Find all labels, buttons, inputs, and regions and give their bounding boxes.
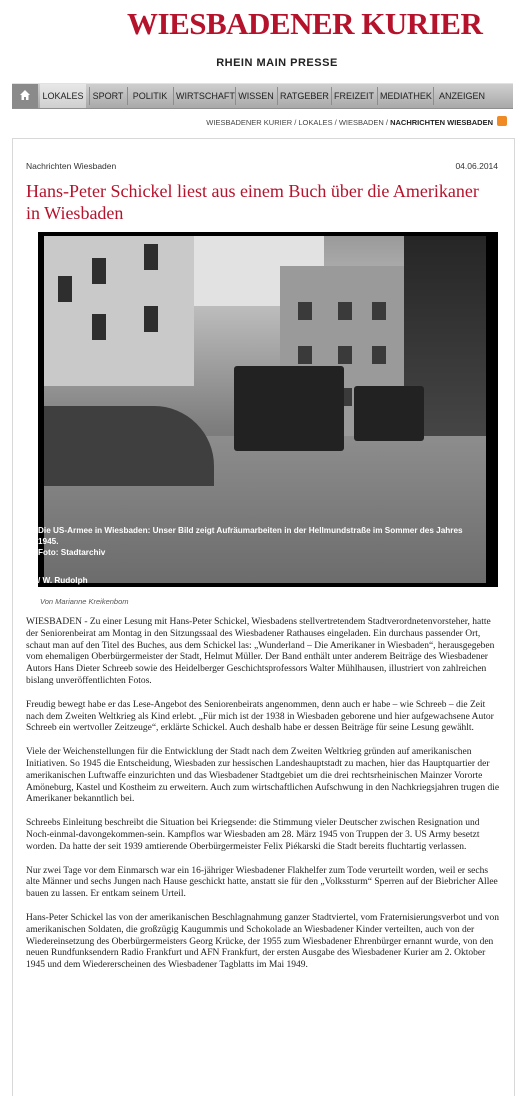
rss-icon[interactable] bbox=[497, 116, 507, 126]
nav-divider bbox=[277, 87, 278, 105]
article-byline: Von Marianne Kreikenbom bbox=[40, 597, 129, 606]
article-headline: Hans-Peter Schickel liest aus einem Buch über die Amerikaner in Wiesbaden bbox=[26, 181, 479, 223]
nav-mediathek[interactable]: MEDIATHEK bbox=[380, 91, 432, 101]
nav-freizeit[interactable]: FREIZEIT bbox=[334, 91, 374, 101]
nav-wissen[interactable]: WISSEN bbox=[238, 91, 274, 101]
nav-divider bbox=[433, 87, 434, 105]
nav-sport[interactable]: SPORT bbox=[92, 91, 124, 101]
breadcrumb-path[interactable]: WIESBADENER KURIER / LOKALES / WIESBADEN / bbox=[206, 118, 391, 127]
nav-anzeigen[interactable]: ANZEIGEN bbox=[438, 91, 485, 101]
article-date: 04.06.2014 bbox=[455, 161, 498, 171]
masthead bbox=[0, 0, 525, 78]
photo-building-left bbox=[44, 236, 194, 386]
nav-divider bbox=[377, 87, 378, 105]
nav-divider bbox=[331, 87, 332, 105]
photo-credit: / W. Rudolph bbox=[38, 576, 88, 585]
article-paragraph: Schreebs Einleitung beschreibt die Situation bei Kriegsende: die Stimmung vieler Deutscher zwischen Resignation und Noch-einmal-davongekommen-sein. Kampflos war Wiesbaden am 28. März 1945 von Truppen der 3. US Army besetzt worden. Da hatte der seit 1939 amtierende Oberbürgermeister Felix Piékarski die Stadt bereits fluchtartig verlassen. bbox=[26, 818, 480, 852]
article-paragraph: Viele der Weichenstellungen für die Entwicklung der Stadt nach dem Zweiten Weltkrieg gründen auf amerikanischen Initiativen. So 1945 die Entscheidung, Wiesbaden zur hessischen Landeshauptstadt zu machen, hier das Hauptquartier der amerikanischen Luftwaffe einzurichten und das Wiesbadener Stadtgebiet um die drei rechtsrheinischen Mainzer Vororte Amöneburg, Kastel und Kostheim zu erweitern. Auch zum wirtschaftlichen Aufschwung in den Nachkriegsjahren trugen die Amerikaner bekanntlich bei. bbox=[26, 747, 500, 805]
nav-lokales[interactable]: LOKALES bbox=[40, 84, 86, 108]
photo-rubble bbox=[44, 406, 214, 486]
nav-politik[interactable]: POLITIK bbox=[132, 91, 168, 101]
nav-ratgeber[interactable]: RATGEBER bbox=[280, 91, 329, 101]
nav-divider bbox=[127, 87, 128, 105]
article-paragraph: Nur zwei Tage vor dem Einmarsch war ein 16-jähriger Wiesbadener Flakhelfer zum Tode verurteilt worden, weil er sechs alte Männer und sechs Jungen nach Hause geschickt hatte, anstatt sie für den „Volkssturm“ Sperren auf der Biebricher Allee bauen zu lassen. Er entkam seinem Urteil. bbox=[26, 865, 498, 900]
home-icon bbox=[19, 89, 31, 101]
nav-divider bbox=[235, 87, 236, 105]
site-logo[interactable]: WIESBADENER KURIER bbox=[127, 6, 483, 41]
photo-truck bbox=[234, 366, 344, 451]
photo-source: Foto: Stadtarchiv bbox=[38, 548, 106, 557]
breadcrumb-current[interactable]: NACHRICHTEN WIESBADEN bbox=[390, 118, 493, 127]
nav-home[interactable] bbox=[12, 84, 38, 108]
nav-divider bbox=[173, 87, 174, 105]
breadcrumb bbox=[12, 118, 493, 127]
article-category[interactable]: Nachrichten Wiesbaden bbox=[26, 161, 117, 171]
nav-wirtschaft[interactable]: WIRTSCHAFT bbox=[176, 91, 235, 101]
photo-caption bbox=[38, 525, 468, 558]
main-nav bbox=[12, 83, 513, 109]
article-paragraph: Freudig bewegt habe er das Lese-Angebot des Seniorenbeirats angenommen, denn auch er habe – wie Schreeb – die Zeit nach dem Zweiten Weltkrieg als Kind erlebt. „Für mich ist der 1938 in Wiesbaden geborene und hier aufgewachsene Autor Schreeb ein wertvoller Zeitzeuge“, erklärte Schickel. Auch deshalb habe er dessen Beiträge für seine Lesung gewählt. bbox=[26, 699, 494, 734]
site-tagline: RHEIN MAIN PRESSE bbox=[216, 57, 338, 69]
article-paragraph: WIESBADEN - Zu einer Lesung mit Hans-Peter Schickel, Wiesbadens stellvertretendem Stadtverordnetenvorsteher, hatte der Seniorenbeirat am Montag in den Sitzungssaal des Wiesbadener Rathauses eingeladen. Ein durchaus passender Ort, schaut man auf den Titel des Buches, aus dem Schickel las: „Wunderland – Die Amerikaner in Wiesbaden“, herausgegeben vom ehemaligen Oberbürgermeister der Stadt, Helmut Müller. Der Band enthält unter anderem Beiträge des Wiesbadener Autors Hans Dieter Schreeb sowie des Heidelberger Geschichtsprofessors Walter Mühlhausen, illustriert von zahlreichen bislang unveröffentlichten Fotos. bbox=[26, 617, 495, 686]
article-paragraph: Hans-Peter Schickel las von der amerikanischen Beschlagnahmung ganzer Stadtviertel, vom Fraternisierungsverbot und von amerikanischen Soldaten, die großzügig Kaugummis und Schokolade an Wiesbadener Kinder verteilten, auch von der Wiedereinsetzung des Oberbürgermeisters Georg Krücke, der 1955 zum Wiesbadener Ehrenbürger ernannt wurde, von den neuen Rundfunksendern Radio Frankfurt und AFN Frankfurt, der ersten Ausgabe des Wiesbadener Kurier am 2. Oktober 1945 und dem Wiedererscheinen des Wiesbadener Tagblatts im Mai 1949. bbox=[26, 912, 500, 971]
nav-divider bbox=[89, 87, 90, 105]
article-photo[interactable] bbox=[38, 232, 498, 587]
photo-truck bbox=[354, 386, 424, 441]
photo-caption-text: Die US-Armee in Wiesbaden: Unser Bild zeigt Aufräumarbeiten in der Hellmundstraße im Sommer des Jahres 1945. bbox=[38, 526, 463, 546]
article-body bbox=[26, 617, 500, 984]
